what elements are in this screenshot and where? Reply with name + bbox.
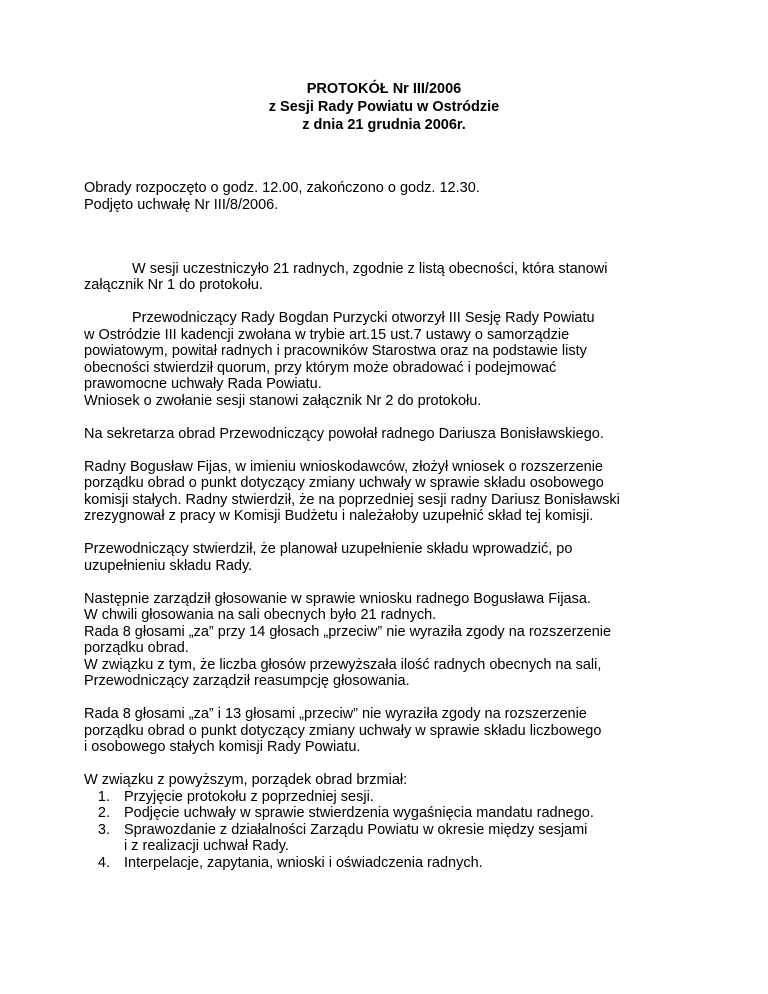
text-line: Sprawozdanie z działalności Zarządu Powiatu w okresie między sesjami: [124, 821, 588, 838]
text-line: Podjęcie uchwały w sprawie stwierdzenia wygaśnięcia mandatu radnego.: [124, 805, 594, 821]
title-line-session: z Sesji Rady Powiatu w Ostródzie: [268, 99, 500, 115]
text-line: porządku obrad.: [84, 640, 189, 656]
text-line: W sesji uczestniczyło 21 radnych, zgodnie z listą obecności, która stanowi: [132, 260, 608, 277]
text-line: Wniosek o zwołanie sesji stanowi załącznik Nr 2 do protokołu.: [84, 392, 482, 409]
list-item-number: 3.: [97, 821, 110, 838]
text-line: Przewodniczący Rady Bogdan Purzycki otworzył III Sesję Rady Powiatu: [132, 310, 595, 326]
text-line: Podjęto uchwałę Nr III/8/2006.: [84, 196, 279, 213]
list-item: [84, 789, 704, 806]
text-line: W chwili głosowania na sali obecnych było 21 radnych.: [84, 607, 437, 623]
list-item: [84, 822, 704, 855]
text-line: porządku obrad o punkt dotyczący zmiany uchwały w sprawie składu liczbowego: [84, 722, 602, 739]
agenda-intro: W związku z powyższym, porządek obrad brzmiał:: [84, 772, 408, 788]
paragraph-chair-statement: [84, 541, 704, 574]
paragraph-secretary: [84, 426, 704, 443]
paragraph-attendance: [84, 261, 704, 294]
list-item-number: 2.: [97, 805, 110, 821]
agenda-section: [84, 772, 704, 871]
text-line: Przewodniczący zarządził reasumpcję głosowania.: [84, 673, 410, 689]
text-line: Interpelacje, zapytania, wnioski i oświadczenia radnych.: [124, 854, 483, 871]
paragraph-opening: [84, 310, 704, 409]
text-line: Radny Bogusław Fijas, w imieniu wnioskodawców, złożył wniosek o rozszerzenie: [84, 458, 603, 475]
paragraph-intro: [84, 180, 704, 213]
title-line-date: z dnia 21 grudnia 2006r.: [302, 117, 466, 133]
paragraph-first-vote: [84, 591, 704, 690]
list-item: [84, 805, 704, 822]
text-line: powiatowym, powitał radnych i pracowników Starostwa oraz na podstawie listy: [84, 343, 587, 359]
text-line: obecności stwierdził quorum, przy którym może obradować i podejmować: [84, 359, 557, 376]
text-line: Na sekretarza obrad Przewodniczący powołał radnego Dariusza Bonisławskiego.: [84, 425, 604, 442]
text-line: Przewodniczący stwierdził, że planował uzupełnienie składu wprowadzić, po: [84, 541, 573, 557]
text-line: Rada 8 głosami „za” przy 14 głosach „przeciw” nie wyraziła zgody na rozszerzenie: [84, 623, 612, 640]
document-title: [0, 80, 768, 134]
text-line: załącznik Nr 1 do protokołu.: [84, 277, 263, 293]
list-item-text: [124, 805, 594, 822]
paragraph-motion: [84, 459, 704, 525]
text-line: uzupełnieniu składu Rady.: [84, 557, 253, 574]
text-line: W związku z tym, że liczba głosów przewyższała ilość radnych obecnych na sali,: [84, 656, 602, 673]
list-item-text: [124, 822, 587, 855]
text-line: zrezygnował z pracy w Komisji Budżetu i należałoby uzupełnić skład tej komisji.: [84, 508, 594, 524]
text-line: prawomocne uchwały Rada Powiatu.: [84, 376, 322, 392]
text-line: komisji stałych. Radny stwierdził, że na poprzedniej sesji radny Dariusz Bonisławski: [84, 491, 620, 508]
text-line: Rada 8 głosami „za” i 13 głosami „przeciw” nie wyraziła zgody na rozszerzenie: [84, 706, 587, 722]
list-item-text: [124, 855, 483, 872]
list-item: [84, 855, 704, 872]
text-line: i osobowego stałych komisji Rady Powiatu.: [84, 739, 361, 755]
text-line: Obrady rozpoczęto o godz. 12.00, zakończono o godz. 12.30.: [84, 180, 480, 196]
document-body: [84, 180, 704, 871]
list-item-text: [124, 789, 374, 806]
text-line: Następnie zarządził głosowanie w sprawie wniosku radnego Bogusława Fijasa.: [84, 590, 591, 607]
text-line: i z realizacji uchwał Rady.: [124, 838, 289, 854]
paragraph-second-vote: [84, 706, 704, 756]
agenda-list: [84, 789, 704, 872]
text-line: porządku obrad o punkt dotyczący zmiany uchwały w sprawie składu osobowego: [84, 475, 604, 491]
list-item-number: 1.: [97, 788, 110, 805]
title-line-protocol-number: PROTOKÓŁ Nr III/2006: [306, 81, 462, 97]
text-line: Przyjęcie protokołu z poprzedniej sesji.: [124, 788, 374, 805]
list-item-number: 4.: [97, 854, 110, 871]
text-line: w Ostródzie III kadencji zwołana w trybie art.15 ust.7 ustawy o samorządzie: [84, 326, 570, 343]
